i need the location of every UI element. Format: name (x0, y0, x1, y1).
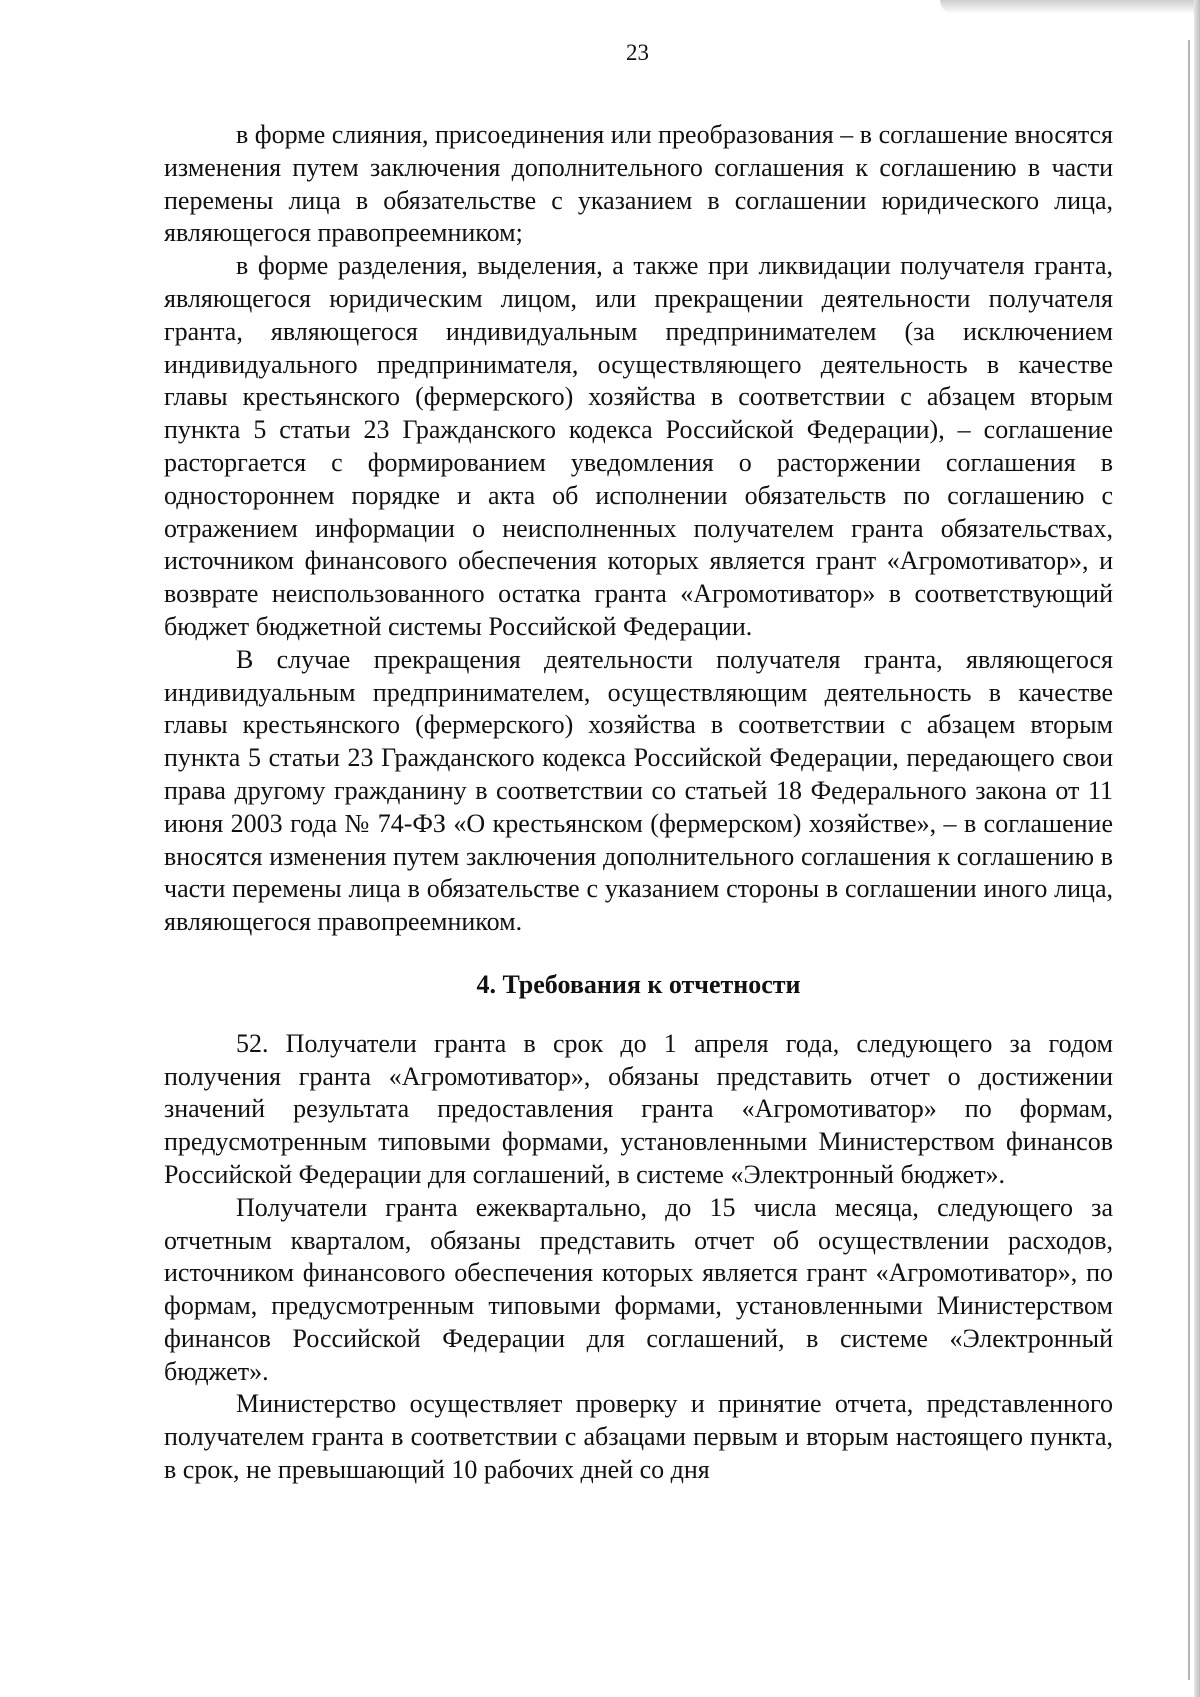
paragraph-merger: в форме слияния, присоединения или преобразования – в соглашение вносятся изменения путем заключения дополнительного соглашения к соглашению в части перемены лица в обязательстве с указанием в соглашении юридического лица, являющегося правопреемником; (164, 120, 1113, 248)
document-body (164, 119, 1113, 1487)
scan-edge-line (1188, 40, 1190, 1680)
scan-edge (1194, 0, 1200, 1697)
paragraph-ministry-review: Министерство осуществляет проверку и принятие отчета, представленного получателем гранта в соответствии с абзацами первым и вторым настоящего пункта, в срок, не превышающий 10 рабочих дней со дня (164, 1389, 1113, 1485)
page-number: 23 (626, 40, 649, 65)
scan-shadow (940, 0, 1200, 14)
paragraph-52-report-deadline: 52. Получатели гранта в срок до 1 апреля года, следующего за годом получения гранта «Агромотиватор», обязаны представить отчет о достижении значений результата предоставления гранта «Агромотиватор» по формам, предусмотренным типовыми формами, установленными Министерством финансов Российской Федерации для соглашений, в системе «Электронный бюджет». (164, 1028, 1113, 1189)
section-heading: 4. Требования к отчетности (476, 969, 801, 999)
paragraph-farm-head-termination: В случае прекращения деятельности получателя гранта, являющегося индивидуальным предпринимателем, осуществляющим деятельность в качестве главы крестьянского (фермерского) хозяйства в соответствии с абзацем вторым пункта 5 статьи 23 Гражданского кодекса Российской Федерации, передающего свои права другому гражданину в соответствии со статьей 18 Федерального закона от 11 июня 2003 года № 74-ФЗ «О крестьянском (фермерском) хозяйстве», – в соглашение вносятся изменения путем заключения дополнительного соглашения к соглашению в части перемены лица в обязательстве с указанием стороны в соглашении иного лица, являющегося правопреемником. (164, 644, 1113, 937)
paragraph-division-liquidation: в форме разделения, выделения, а также при ликвидации получателя гранта, являющегося юридическим лицом, или прекращении деятельности получателя гранта, являющегося индивидуальным предпринимателем (за исключением индивидуального предпринимателя, осуществляющего деятельность в качестве главы крестьянского (фермерского) хозяйства в соответствии с абзацем вторым пункта 5 статьи 23 Гражданского кодекса Российской Федерации), – соглашение расторгается с формированием уведомления о расторжении соглашения в одностороннем порядке и акта об исполнении обязательств по соглашению с отражением информации о неисполненных получателем гранта обязательствах, источником финансового обеспечения которых является грант «Агромотиватор», и возврате неиспользованного остатка гранта «Агромотиватор» в соответствующий бюджет бюджетной системы Российской Федерации. (164, 251, 1113, 641)
paragraph-quarterly-report: Получатели гранта ежеквартально, до 15 числа месяца, следующего за отчетным кварталом, обязаны представить отчет об осуществлении расходов, источником финансового обеспечения которых является грант «Агромотиватор», по формам, предусмотренным типовыми формами, установленными Министерством финансов Российской Федерации для соглашений, в системе «Электронный бюджет». (164, 1192, 1113, 1386)
